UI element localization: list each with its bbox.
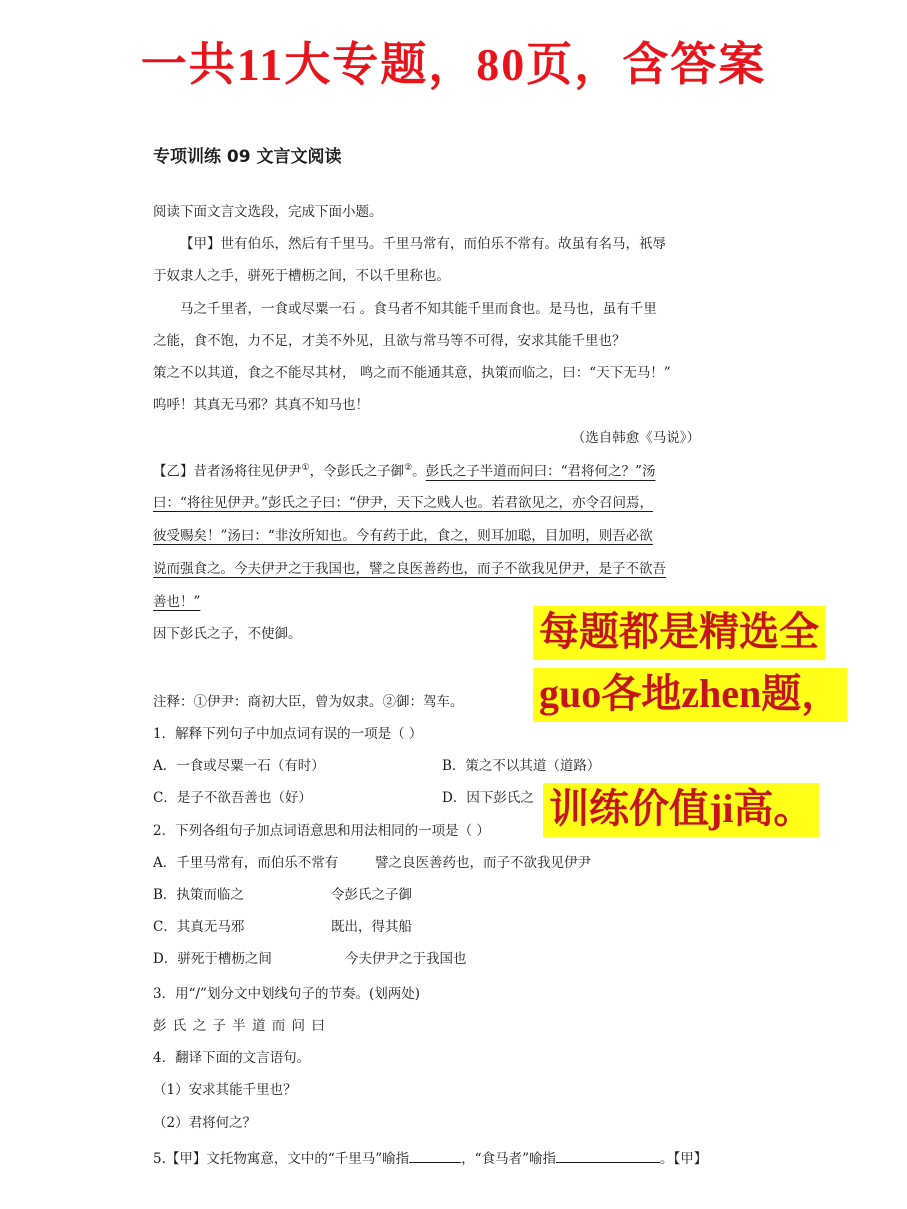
yi-line-2: 曰：“将往见伊尹。”彭氏之子曰：“伊尹，天下之贱人也。若君欲见之，亦令召问焉， <box>153 495 653 511</box>
question-2-option-a-right: 譬之良医善药也，而子不欲我见伊尹 <box>375 855 591 871</box>
question-2-option-d-right: 今夫伊尹之于我国也 <box>345 951 467 967</box>
yi-line-5: 善也！” <box>153 594 201 610</box>
question-2-option-b-left: B．执策而临之 <box>153 887 244 903</box>
promo-overlay-line-2: guo各地zhen题， <box>533 668 847 722</box>
jia-paragraph-1-line-1: 【甲】世有伯乐，然后有千里马。千里马常有，而伯乐不常有。故虽有名马，祇辱 <box>180 236 666 252</box>
yi-line-4: 说而强食之。今夫伊尹之于我国也，譬之良医善药也，而子不欲我见伊尹，是子不欲吾 <box>153 561 666 577</box>
question-4-sentence-2: （2）君将何之？ <box>153 1115 257 1131</box>
promo-overlay-line-1: 每题都是精选全 <box>533 606 825 660</box>
question-1-option-d: D．因下彭氏之 <box>442 790 534 806</box>
question-5-part-2: ，“食马者”喻指 <box>461 1151 556 1167</box>
question-4-stem: 4．翻译下面的文言语句。 <box>153 1050 311 1066</box>
question-2-option-b-right: 令彭氏之子御 <box>331 887 412 903</box>
promo-overlay-line-3: 训练价值ji高。 <box>543 783 819 837</box>
instruction-text: 阅读下面文言文选段，完成下面小题。 <box>153 204 383 220</box>
jia-paragraph-2-line-1: 马之千里者，一食或尽粟一石 。食马者不知其能千里而食也。是马也，虽有千里 <box>180 301 657 317</box>
jia-paragraph-2-line-2: 之能，食不饱，力不足，才美不外见，且欲与常马等不可得，安求其能千里也？ <box>153 333 626 349</box>
question-5 <box>153 1150 707 1167</box>
question-5-part-3: 。【甲】 <box>660 1151 708 1167</box>
jia-paragraph-3-line-2: 呜呼！其真无马邪？其真不知马也！ <box>153 397 369 413</box>
yi-line-1-prefix: 【乙】昔者汤将往见伊尹 <box>153 463 302 480</box>
question-2-option-c-left: C．其真无马邪 <box>153 919 245 935</box>
question-5-part-1: 5.【甲】文托物寓意，文中的“千里马”喻指 <box>153 1151 410 1167</box>
question-2-option-c-right: 既出，得其船 <box>331 919 412 935</box>
yi-line-6: 因下彭氏之子，不使御。 <box>153 626 302 642</box>
yi-underlined-sentence: 彭氏之子半道而问曰：“君将何之？”汤 <box>425 463 656 480</box>
question-1-option-a: A．一食或尽粟一石（有时） <box>153 758 325 774</box>
yi-line-1-mid: ，令彭氏之子御 <box>309 463 405 480</box>
jia-source: （选自韩愈《马说》） <box>571 430 700 446</box>
question-2-option-d-left: D．骈死于槽枥之间 <box>153 951 272 967</box>
question-3-stem: 3．用“/”划分文中划线句子的节奏。(划两处) <box>153 986 420 1002</box>
answer-blank-2[interactable] <box>556 1150 660 1163</box>
notes: 注释：①伊尹：商初大臣，曾为奴隶。②御：驾车。 <box>153 694 464 710</box>
promo-banner-title: 一共11大专题，80页，含答案 <box>140 39 767 90</box>
page-title: 专项训练 09 文言文阅读 <box>153 147 342 167</box>
yi-line-1-mid2: 。 <box>412 463 426 480</box>
question-2-option-a-left: A．千里马常有，而伯乐不常有 <box>153 855 339 871</box>
question-1-stem: 1．解释下列句子中加点词有误的一项是（ ） <box>153 726 423 742</box>
question-3-text: 彭 氏 之 子 半 道 而 问 曰 <box>153 1018 326 1034</box>
jia-paragraph-3-line-1: 策之不以其道，食之不能尽其材， 鸣之而不能通其意，执策而临之，曰：“天下无马！” <box>153 365 671 381</box>
question-1-option-b: B．策之不以其道（道路） <box>442 758 601 774</box>
footnote-mark-2: ② <box>404 463 413 473</box>
yi-line-1 <box>153 464 655 479</box>
question-1-option-c: C．是子不欲吾善也（好） <box>153 790 312 806</box>
footnote-mark-1: ① <box>301 463 310 473</box>
question-2-stem: 2．下列各组句子加点词语意思和用法相同的一项是（ ） <box>153 823 490 839</box>
jia-paragraph-1-line-2: 于奴隶人之手，骈死于槽枥之间，不以千里称也。 <box>153 268 450 284</box>
answer-blank-1[interactable] <box>409 1150 461 1163</box>
question-4-sentence-1: （1）安求其能千里也？ <box>153 1082 297 1098</box>
yi-line-3: 彼受赐矣！”汤曰：“非汝所知也。今有药于此，食之，则耳加聪，目加明，则吾必欲 <box>153 528 653 544</box>
